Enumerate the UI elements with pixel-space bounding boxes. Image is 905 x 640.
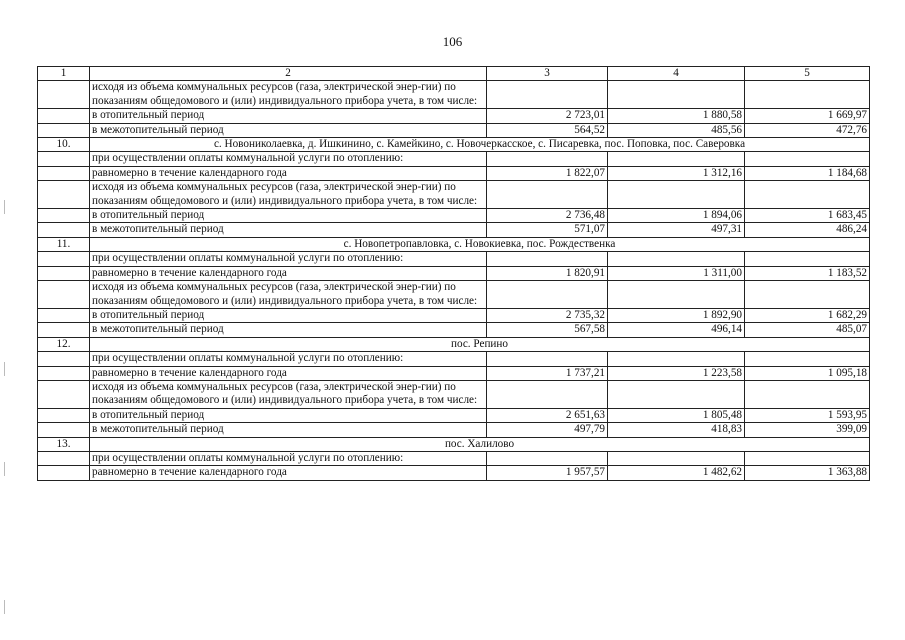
- table-row: [38, 281, 870, 309]
- row-description: в межотопительный период: [90, 323, 487, 337]
- value-col3: [487, 152, 608, 166]
- value-col4: 1 805,48: [608, 408, 745, 422]
- row-number: 13.: [38, 437, 90, 451]
- locality-name: с. Новопетропавловка, с. Новокиевка, пос. Рождественка: [90, 237, 870, 251]
- row-description: при осуществлении оплаты коммунальной услуги по отоплению:: [90, 152, 487, 166]
- value-col3: 2 723,01: [487, 109, 608, 123]
- value-col5: [745, 380, 870, 408]
- column-header: 3: [487, 67, 608, 81]
- value-col3: 564,52: [487, 123, 608, 137]
- row-number: [38, 266, 90, 280]
- row-description: исходя из объема коммунальных ресурсов (газа, электрической энер-гии) по показаниям общедомового и (или) индивидуального прибора учета, в том числе:: [90, 281, 487, 309]
- value-col4: 1 894,06: [608, 209, 745, 223]
- value-col5: [745, 281, 870, 309]
- value-col5: [745, 352, 870, 366]
- scan-margin-mark: [4, 362, 5, 376]
- value-col4: 1 312,16: [608, 166, 745, 180]
- value-col3: [487, 281, 608, 309]
- value-col4: 1 880,58: [608, 109, 745, 123]
- row-number: [38, 166, 90, 180]
- locality-row: [38, 437, 870, 451]
- value-col3: 1 820,91: [487, 266, 608, 280]
- value-col4: 1 311,00: [608, 266, 745, 280]
- row-description: при осуществлении оплаты коммунальной услуги по отоплению:: [90, 252, 487, 266]
- value-col5: 1 682,29: [745, 308, 870, 322]
- locality-name: с. Новониколаевка, д. Ишкинино, с. Камейкино, с. Новочеркасское, с. Писаревка, пос. Поповка, пос. Саверовка: [90, 138, 870, 152]
- row-number: [38, 408, 90, 422]
- value-col3: [487, 252, 608, 266]
- row-description: в отопительный период: [90, 209, 487, 223]
- table-row: [38, 181, 870, 209]
- value-col3: 1 822,07: [487, 166, 608, 180]
- value-col4: 496,14: [608, 323, 745, 337]
- table-row: [38, 123, 870, 137]
- value-col5: 1 184,68: [745, 166, 870, 180]
- value-col4: 418,83: [608, 423, 745, 437]
- locality-row: [38, 138, 870, 152]
- value-col5: [745, 81, 870, 109]
- row-description: равномерно в течение календарного года: [90, 366, 487, 380]
- value-col3: 571,07: [487, 223, 608, 237]
- table-body: [38, 67, 870, 481]
- table-row: [38, 266, 870, 280]
- row-description: при осуществлении оплаты коммунальной услуги по отоплению:: [90, 451, 487, 465]
- value-col3: 2 651,63: [487, 408, 608, 422]
- column-header: 2: [90, 67, 487, 81]
- row-number: [38, 109, 90, 123]
- value-col5: 1 593,95: [745, 408, 870, 422]
- value-col3: 2 736,48: [487, 209, 608, 223]
- row-number: [38, 209, 90, 223]
- value-col4: 497,31: [608, 223, 745, 237]
- row-number: [38, 466, 90, 480]
- value-col4: [608, 152, 745, 166]
- value-col4: [608, 281, 745, 309]
- table-row: [38, 366, 870, 380]
- locality-name: пос. Халилово: [90, 437, 870, 451]
- table-row: [38, 352, 870, 366]
- table-row: [38, 451, 870, 465]
- row-number: 10.: [38, 138, 90, 152]
- value-col3: 567,58: [487, 323, 608, 337]
- value-col4: [608, 352, 745, 366]
- row-number: [38, 152, 90, 166]
- table-row: [38, 81, 870, 109]
- row-number: [38, 366, 90, 380]
- row-number: [38, 123, 90, 137]
- value-col5: 1 095,18: [745, 366, 870, 380]
- row-number: [38, 281, 90, 309]
- value-col4: [608, 380, 745, 408]
- locality-name: пос. Репино: [90, 337, 870, 351]
- row-description: равномерно в течение календарного года: [90, 466, 487, 480]
- value-col5: 1 683,45: [745, 209, 870, 223]
- table-row: [38, 166, 870, 180]
- row-description: при осуществлении оплаты коммунальной услуги по отоплению:: [90, 352, 487, 366]
- value-col5: [745, 451, 870, 465]
- table-row: [38, 423, 870, 437]
- value-col5: 399,09: [745, 423, 870, 437]
- value-col5: 486,24: [745, 223, 870, 237]
- value-col5: [745, 252, 870, 266]
- table-row: [38, 252, 870, 266]
- value-col3: [487, 451, 608, 465]
- table-row: [38, 209, 870, 223]
- value-col5: 1 363,88: [745, 466, 870, 480]
- row-number: [38, 451, 90, 465]
- value-col5: 472,76: [745, 123, 870, 137]
- value-col5: [745, 181, 870, 209]
- locality-row: [38, 337, 870, 351]
- table-row: [38, 466, 870, 480]
- table-row: [38, 223, 870, 237]
- row-number: 12.: [38, 337, 90, 351]
- row-number: [38, 380, 90, 408]
- value-col5: [745, 152, 870, 166]
- value-col4: [608, 451, 745, 465]
- row-number: [38, 223, 90, 237]
- row-number: [38, 323, 90, 337]
- column-header-row: [38, 67, 870, 81]
- value-col3: 497,79: [487, 423, 608, 437]
- table-row: [38, 152, 870, 166]
- row-number: [38, 308, 90, 322]
- value-col5: 1 183,52: [745, 266, 870, 280]
- scan-margin-mark: [4, 200, 5, 214]
- value-col4: 485,56: [608, 123, 745, 137]
- column-header: 1: [38, 67, 90, 81]
- row-description: исходя из объема коммунальных ресурсов (газа, электрической энер-гии) по показаниям общедомового и (или) индивидуального прибора учета, в том числе:: [90, 380, 487, 408]
- row-description: исходя из объема коммунальных ресурсов (газа, электрической энер-гии) по показаниям общедомового и (или) индивидуального прибора учета, в том числе:: [90, 181, 487, 209]
- table-row: [38, 380, 870, 408]
- row-number: [38, 352, 90, 366]
- row-number: [38, 423, 90, 437]
- row-number: [38, 252, 90, 266]
- row-description: исходя из объема коммунальных ресурсов (газа, электрической энер-гии) по показаниям общедомового и (или) индивидуального прибора учета, в том числе:: [90, 81, 487, 109]
- row-number: 11.: [38, 237, 90, 251]
- row-description: равномерно в течение календарного года: [90, 166, 487, 180]
- value-col3: [487, 380, 608, 408]
- value-col5: 1 669,97: [745, 109, 870, 123]
- value-col4: 1 892,90: [608, 308, 745, 322]
- row-description: в отопительный период: [90, 408, 487, 422]
- row-description: в межотопительный период: [90, 423, 487, 437]
- row-description: в межотопительный период: [90, 223, 487, 237]
- column-header: 5: [745, 67, 870, 81]
- column-header: 4: [608, 67, 745, 81]
- row-description: в межотопительный период: [90, 123, 487, 137]
- value-col3: 2 735,32: [487, 308, 608, 322]
- value-col3: 1 737,21: [487, 366, 608, 380]
- value-col3: [487, 352, 608, 366]
- table-row: [38, 109, 870, 123]
- locality-row: [38, 237, 870, 251]
- row-description: равномерно в течение календарного года: [90, 266, 487, 280]
- value-col3: [487, 81, 608, 109]
- value-col4: [608, 252, 745, 266]
- value-col4: [608, 81, 745, 109]
- table-row: [38, 308, 870, 322]
- value-col4: 1 223,58: [608, 366, 745, 380]
- value-col5: 485,07: [745, 323, 870, 337]
- scan-margin-mark: [4, 462, 5, 476]
- page-number: 106: [442, 34, 463, 49]
- scan-margin-mark: [4, 600, 5, 614]
- value-col3: 1 957,57: [487, 466, 608, 480]
- row-description: в отопительный период: [90, 109, 487, 123]
- value-col4: 1 482,62: [608, 466, 745, 480]
- value-col3: [487, 181, 608, 209]
- row-description: в отопительный период: [90, 308, 487, 322]
- value-col4: [608, 181, 745, 209]
- tariff-table: [37, 66, 870, 481]
- table-row: [38, 323, 870, 337]
- row-number: [38, 81, 90, 109]
- row-number: [38, 181, 90, 209]
- table-row: [38, 408, 870, 422]
